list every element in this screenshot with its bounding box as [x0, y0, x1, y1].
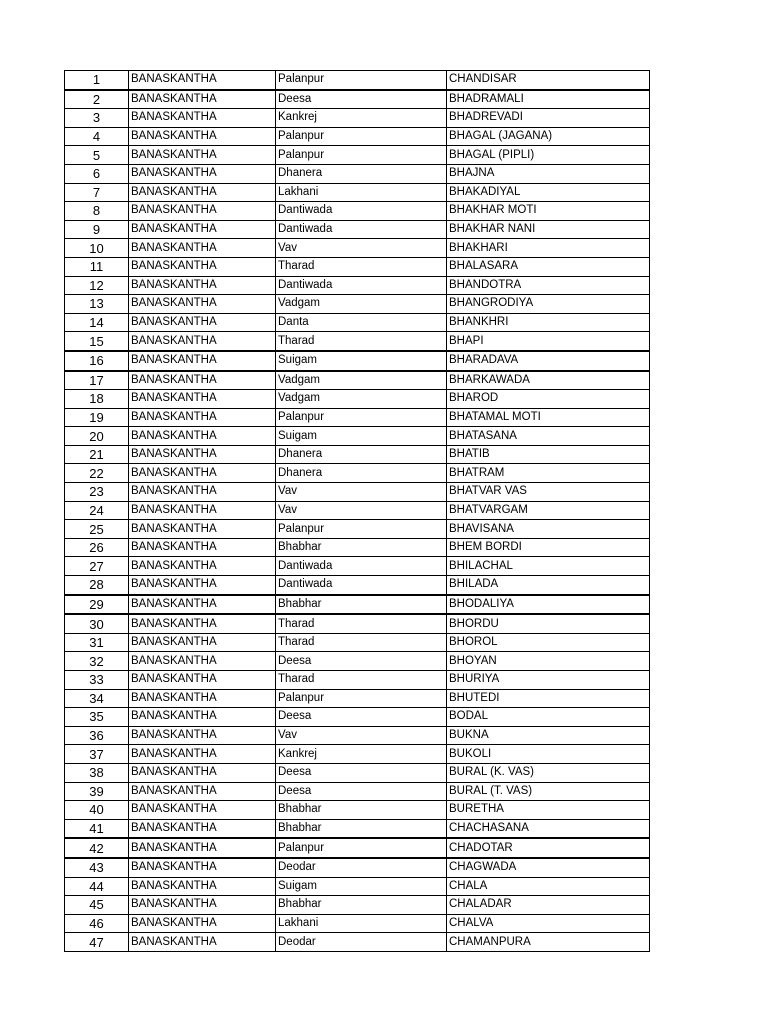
- village-cell: BHOYAN: [447, 652, 650, 671]
- table-row: [65, 445, 650, 464]
- district-cell: BANASKANTHA: [129, 689, 276, 708]
- row-number-cell: 44: [65, 877, 129, 896]
- table-row: [65, 745, 650, 764]
- village-cell: BHATAMAL MOTI: [447, 408, 650, 427]
- row-number-cell: 13: [65, 295, 129, 314]
- table-row: [65, 202, 650, 221]
- district-cell: BANASKANTHA: [129, 483, 276, 502]
- district-cell: BANASKANTHA: [129, 371, 276, 390]
- district-cell: BANASKANTHA: [129, 408, 276, 427]
- district-cell: BANASKANTHA: [129, 501, 276, 520]
- district-cell: BANASKANTHA: [129, 164, 276, 183]
- taluka-cell: Dantiwada: [276, 220, 447, 239]
- taluka-cell: Palanpur: [276, 71, 447, 90]
- taluka-cell: Dhanera: [276, 464, 447, 483]
- village-cell: BUKNA: [447, 726, 650, 745]
- taluka-cell: Dantiwada: [276, 557, 447, 576]
- village-cell: BURETHA: [447, 801, 650, 820]
- table-row: [65, 408, 650, 427]
- district-cell: BANASKANTHA: [129, 90, 276, 109]
- taluka-cell: Suigam: [276, 351, 447, 371]
- district-cell: BANASKANTHA: [129, 127, 276, 146]
- row-number-cell: 45: [65, 896, 129, 915]
- table-row: [65, 295, 650, 314]
- taluka-cell: Lakhani: [276, 914, 447, 933]
- row-number-cell: 18: [65, 390, 129, 409]
- district-cell: BANASKANTHA: [129, 933, 276, 952]
- table-row: [65, 483, 650, 502]
- row-number-cell: 9: [65, 220, 129, 239]
- table-row: [65, 127, 650, 146]
- taluka-cell: Bhabhar: [276, 819, 447, 838]
- table-row: [65, 109, 650, 128]
- row-number-cell: 24: [65, 501, 129, 520]
- district-cell: BANASKANTHA: [129, 726, 276, 745]
- village-cell: BHATVARGAM: [447, 501, 650, 520]
- row-number-cell: 2: [65, 90, 129, 109]
- table-row: [65, 689, 650, 708]
- table-row: [65, 257, 650, 276]
- table-row: [65, 501, 650, 520]
- table-row: [65, 71, 650, 90]
- table-row: [65, 652, 650, 671]
- taluka-cell: Bhabhar: [276, 896, 447, 915]
- village-cell: BHARADAVA: [447, 351, 650, 371]
- village-cell: CHANDISAR: [447, 71, 650, 90]
- taluka-cell: Lakhani: [276, 183, 447, 202]
- taluka-cell: Palanpur: [276, 520, 447, 539]
- village-cell: BURAL (T. VAS): [447, 782, 650, 801]
- row-number-cell: 43: [65, 858, 129, 877]
- taluka-cell: Deodar: [276, 933, 447, 952]
- row-number-cell: 31: [65, 633, 129, 652]
- row-number-cell: 25: [65, 520, 129, 539]
- village-cell: BHAGAL (PIPLI): [447, 146, 650, 165]
- row-number-cell: 37: [65, 745, 129, 764]
- taluka-cell: Tharad: [276, 257, 447, 276]
- table-row: [65, 633, 650, 652]
- row-number-cell: 35: [65, 708, 129, 727]
- row-number-cell: 10: [65, 239, 129, 258]
- table-row: [65, 801, 650, 820]
- village-cell: BUKOLI: [447, 745, 650, 764]
- district-cell: BANASKANTHA: [129, 313, 276, 332]
- district-cell: BANASKANTHA: [129, 896, 276, 915]
- row-number-cell: 14: [65, 313, 129, 332]
- table-row: [65, 520, 650, 539]
- village-cell: BHADRAMALI: [447, 90, 650, 109]
- table-row: [65, 146, 650, 165]
- village-cell: BHAGAL (JAGANA): [447, 127, 650, 146]
- row-number-cell: 4: [65, 127, 129, 146]
- row-number-cell: 23: [65, 483, 129, 502]
- row-number-cell: 21: [65, 445, 129, 464]
- taluka-cell: Vav: [276, 483, 447, 502]
- village-cell: BHILACHAL: [447, 557, 650, 576]
- taluka-cell: Palanpur: [276, 689, 447, 708]
- district-cell: BANASKANTHA: [129, 671, 276, 690]
- district-cell: BANASKANTHA: [129, 202, 276, 221]
- taluka-cell: Palanpur: [276, 146, 447, 165]
- table-row: [65, 819, 650, 838]
- district-cell: BANASKANTHA: [129, 538, 276, 557]
- table-row: [65, 726, 650, 745]
- district-cell: BANASKANTHA: [129, 633, 276, 652]
- row-number-cell: 28: [65, 576, 129, 595]
- table-row: [65, 763, 650, 782]
- village-cell: BHANDOTRA: [447, 276, 650, 295]
- row-number-cell: 34: [65, 689, 129, 708]
- taluka-cell: Dantiwada: [276, 276, 447, 295]
- taluka-cell: Dhanera: [276, 164, 447, 183]
- village-cell: CHAGWADA: [447, 858, 650, 877]
- table-row: [65, 351, 650, 371]
- row-number-cell: 6: [65, 164, 129, 183]
- table-row: [65, 390, 650, 409]
- village-cell: CHAMANPURA: [447, 933, 650, 952]
- district-cell: BANASKANTHA: [129, 109, 276, 128]
- taluka-cell: Palanpur: [276, 838, 447, 858]
- taluka-cell: Dhanera: [276, 445, 447, 464]
- district-cell: BANASKANTHA: [129, 782, 276, 801]
- district-cell: BANASKANTHA: [129, 520, 276, 539]
- district-cell: BANASKANTHA: [129, 276, 276, 295]
- row-number-cell: 29: [65, 595, 129, 615]
- taluka-cell: Palanpur: [276, 127, 447, 146]
- table-row: [65, 371, 650, 390]
- village-cell: CHALADAR: [447, 896, 650, 915]
- village-cell: BHARKAWADA: [447, 371, 650, 390]
- district-cell: BANASKANTHA: [129, 838, 276, 858]
- taluka-cell: Deesa: [276, 90, 447, 109]
- row-number-cell: 7: [65, 183, 129, 202]
- table-row: [65, 239, 650, 258]
- row-number-cell: 20: [65, 427, 129, 446]
- village-cell: BHAKHAR NANI: [447, 220, 650, 239]
- village-cell: BHAVISANA: [447, 520, 650, 539]
- table-row: [65, 595, 650, 615]
- taluka-cell: Kankrej: [276, 109, 447, 128]
- table-row: [65, 276, 650, 295]
- taluka-cell: Tharad: [276, 671, 447, 690]
- village-cell: BHAPI: [447, 332, 650, 351]
- village-cell: BHANKHRI: [447, 313, 650, 332]
- village-list-table: [64, 70, 650, 952]
- table-row: [65, 782, 650, 801]
- table-row: [65, 858, 650, 877]
- table-row: [65, 877, 650, 896]
- district-cell: BANASKANTHA: [129, 914, 276, 933]
- village-cell: BHALASARA: [447, 257, 650, 276]
- district-cell: BANASKANTHA: [129, 763, 276, 782]
- taluka-cell: Tharad: [276, 614, 447, 633]
- district-cell: BANASKANTHA: [129, 576, 276, 595]
- table-row: [65, 708, 650, 727]
- district-cell: BANASKANTHA: [129, 614, 276, 633]
- district-cell: BANASKANTHA: [129, 427, 276, 446]
- table-row: [65, 464, 650, 483]
- taluka-cell: Palanpur: [276, 408, 447, 427]
- taluka-cell: Tharad: [276, 633, 447, 652]
- taluka-cell: Vadgam: [276, 295, 447, 314]
- village-cell: BHATIB: [447, 445, 650, 464]
- taluka-cell: Bhabhar: [276, 595, 447, 615]
- village-cell: BHANGRODIYA: [447, 295, 650, 314]
- table-row: [65, 671, 650, 690]
- village-cell: BHURIYA: [447, 671, 650, 690]
- taluka-cell: Deesa: [276, 763, 447, 782]
- district-cell: BANASKANTHA: [129, 801, 276, 820]
- district-cell: BANASKANTHA: [129, 332, 276, 351]
- taluka-cell: Vav: [276, 726, 447, 745]
- village-cell: CHALA: [447, 877, 650, 896]
- taluka-cell: Dantiwada: [276, 202, 447, 221]
- taluka-cell: Deesa: [276, 782, 447, 801]
- row-number-cell: 33: [65, 671, 129, 690]
- village-cell: BHAKHARI: [447, 239, 650, 258]
- village-cell: BHEM BORDI: [447, 538, 650, 557]
- row-number-cell: 26: [65, 538, 129, 557]
- row-number-cell: 42: [65, 838, 129, 858]
- table-row: [65, 576, 650, 595]
- taluka-cell: Vav: [276, 501, 447, 520]
- taluka-cell: Deodar: [276, 858, 447, 877]
- district-cell: BANASKANTHA: [129, 257, 276, 276]
- district-cell: BANASKANTHA: [129, 220, 276, 239]
- district-cell: BANASKANTHA: [129, 390, 276, 409]
- row-number-cell: 41: [65, 819, 129, 838]
- table-row: [65, 838, 650, 858]
- row-number-cell: 39: [65, 782, 129, 801]
- village-cell: BURAL (K. VAS): [447, 763, 650, 782]
- taluka-cell: Kankrej: [276, 745, 447, 764]
- district-cell: BANASKANTHA: [129, 858, 276, 877]
- village-cell: BHUTEDI: [447, 689, 650, 708]
- row-number-cell: 22: [65, 464, 129, 483]
- taluka-cell: Deesa: [276, 708, 447, 727]
- row-number-cell: 15: [65, 332, 129, 351]
- table-row: [65, 614, 650, 633]
- taluka-cell: Suigam: [276, 877, 447, 896]
- row-number-cell: 47: [65, 933, 129, 952]
- row-number-cell: 32: [65, 652, 129, 671]
- village-cell: CHADOTAR: [447, 838, 650, 858]
- district-cell: BANASKANTHA: [129, 708, 276, 727]
- district-cell: BANASKANTHA: [129, 464, 276, 483]
- district-cell: BANASKANTHA: [129, 71, 276, 90]
- row-number-cell: 12: [65, 276, 129, 295]
- village-cell: BHODALIYA: [447, 595, 650, 615]
- taluka-cell: Dantiwada: [276, 576, 447, 595]
- village-cell: BHILADA: [447, 576, 650, 595]
- district-cell: BANASKANTHA: [129, 146, 276, 165]
- row-number-cell: 16: [65, 351, 129, 371]
- district-cell: BANASKANTHA: [129, 595, 276, 615]
- table-row: [65, 427, 650, 446]
- district-cell: BANASKANTHA: [129, 239, 276, 258]
- row-number-cell: 17: [65, 371, 129, 390]
- taluka-cell: Bhabhar: [276, 801, 447, 820]
- row-number-cell: 46: [65, 914, 129, 933]
- village-cell: BODAL: [447, 708, 650, 727]
- row-number-cell: 11: [65, 257, 129, 276]
- village-cell: BHATVAR VAS: [447, 483, 650, 502]
- table-row: [65, 557, 650, 576]
- row-number-cell: 30: [65, 614, 129, 633]
- district-cell: BANASKANTHA: [129, 745, 276, 764]
- taluka-cell: Vadgam: [276, 371, 447, 390]
- table-row: [65, 538, 650, 557]
- village-cell: BHAJNA: [447, 164, 650, 183]
- table-row: [65, 933, 650, 952]
- district-cell: BANASKANTHA: [129, 652, 276, 671]
- village-cell: BHAKHAR MOTI: [447, 202, 650, 221]
- row-number-cell: 38: [65, 763, 129, 782]
- district-cell: BANASKANTHA: [129, 557, 276, 576]
- table-row: [65, 914, 650, 933]
- village-cell: BHORDU: [447, 614, 650, 633]
- taluka-cell: Danta: [276, 313, 447, 332]
- village-cell: CHACHASANA: [447, 819, 650, 838]
- row-number-cell: 40: [65, 801, 129, 820]
- table-row: [65, 896, 650, 915]
- district-cell: BANASKANTHA: [129, 877, 276, 896]
- taluka-cell: Vav: [276, 239, 447, 258]
- district-cell: BANASKANTHA: [129, 819, 276, 838]
- village-cell: BHOROL: [447, 633, 650, 652]
- table-row: [65, 90, 650, 109]
- district-cell: BANASKANTHA: [129, 295, 276, 314]
- village-cell: BHADREVADI: [447, 109, 650, 128]
- table-row: [65, 332, 650, 351]
- row-number-cell: 5: [65, 146, 129, 165]
- row-number-cell: 8: [65, 202, 129, 221]
- row-number-cell: 36: [65, 726, 129, 745]
- table-row: [65, 220, 650, 239]
- taluka-cell: Vadgam: [276, 390, 447, 409]
- row-number-cell: 19: [65, 408, 129, 427]
- table-row: [65, 164, 650, 183]
- taluka-cell: Suigam: [276, 427, 447, 446]
- district-cell: BANASKANTHA: [129, 445, 276, 464]
- village-cell: CHALVA: [447, 914, 650, 933]
- row-number-cell: 1: [65, 71, 129, 90]
- village-cell: BHAROD: [447, 390, 650, 409]
- district-cell: BANASKANTHA: [129, 351, 276, 371]
- table-body: [65, 71, 650, 952]
- village-cell: BHATASANA: [447, 427, 650, 446]
- taluka-cell: Bhabhar: [276, 538, 447, 557]
- village-cell: BHAKADIYAL: [447, 183, 650, 202]
- district-cell: BANASKANTHA: [129, 183, 276, 202]
- table-row: [65, 313, 650, 332]
- taluka-cell: Tharad: [276, 332, 447, 351]
- row-number-cell: 27: [65, 557, 129, 576]
- table-row: [65, 183, 650, 202]
- village-cell: BHATRAM: [447, 464, 650, 483]
- taluka-cell: Deesa: [276, 652, 447, 671]
- row-number-cell: 3: [65, 109, 129, 128]
